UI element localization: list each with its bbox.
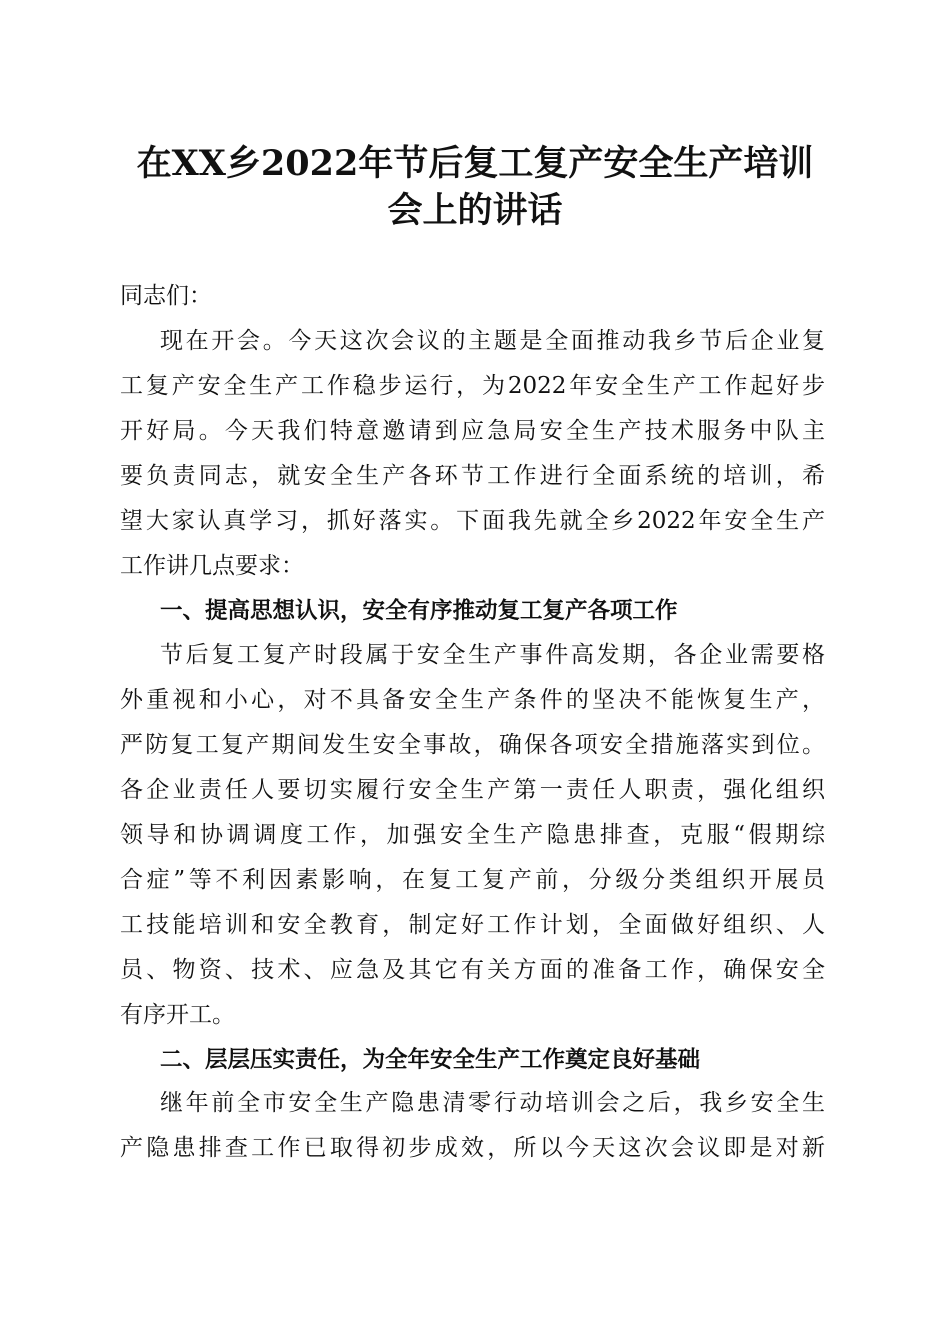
- section-heading-2: 二、层层压实责任，为全年安全生产工作奠定良好基础: [160, 1047, 701, 1073]
- paragraph-3-line-1: 继年前全市安全生产隐患清零行动培训会之后，我乡安全生: [160, 1090, 825, 1116]
- paragraph-2-line-2: 外重视和小心，对不具备安全生产条件的坚决不能恢复生产，: [120, 687, 825, 713]
- salutation: 同志们：: [120, 283, 212, 309]
- paragraph-2-line-9: 有序开工。: [120, 1002, 235, 1028]
- paragraph-1-line-6: 工作讲几点要求：: [120, 553, 304, 579]
- section-heading-1: 一、提高思想认识，安全有序推动复工复产各项工作: [160, 598, 678, 624]
- paragraph-2-line-1: 节后复工复产时段属于安全生产事件高发期，各企业需要格: [160, 642, 825, 668]
- paragraph-2-line-8: 员、物资、技术、应急及其它有关方面的准备工作，确保安全: [120, 957, 825, 983]
- document-title-line-1: 在XX乡2022年节后复工复产安全生产培训: [136, 143, 814, 184]
- paragraph-2-line-6: 合症”等不利因素影响，在复工复产前，分级分类组织开展员: [120, 867, 825, 893]
- paragraph-3-line-2: 产隐患排查工作已取得初步成效，所以今天这次会议即是对新: [120, 1135, 825, 1161]
- paragraph-2-line-3: 严防复工复产期间发生安全事故，确保各项安全措施落实到位。: [120, 732, 825, 758]
- paragraph-1-line-1: 现在开会。今天这次会议的主题是全面推动我乡节后企业复: [160, 328, 825, 354]
- document-title-line-2: 会上的讲话: [387, 190, 563, 231]
- paragraph-1-line-3: 开好局。今天我们特意邀请到应急局安全生产技术服务中队主: [120, 418, 825, 444]
- paragraph-2-line-5: 领导和协调调度工作，加强安全生产隐患排查，克服“假期综: [120, 822, 825, 848]
- paragraph-1-line-5: 望大家认真学习，抓好落实。下面我先就全乡2022年安全生产: [120, 508, 825, 534]
- paragraph-2-line-7: 工技能培训和安全教育，制定好工作计划，全面做好组织、人: [120, 912, 825, 938]
- paragraph-1-line-2: 工复产安全生产工作稳步运行，为2022年安全生产工作起好步: [120, 373, 825, 399]
- paragraph-1-line-4: 要负责同志，就安全生产各环节工作进行全面系统的培训，希: [120, 463, 825, 489]
- paragraph-2-line-4: 各企业责任人要切实履行安全生产第一责任人职责，强化组织: [120, 777, 825, 803]
